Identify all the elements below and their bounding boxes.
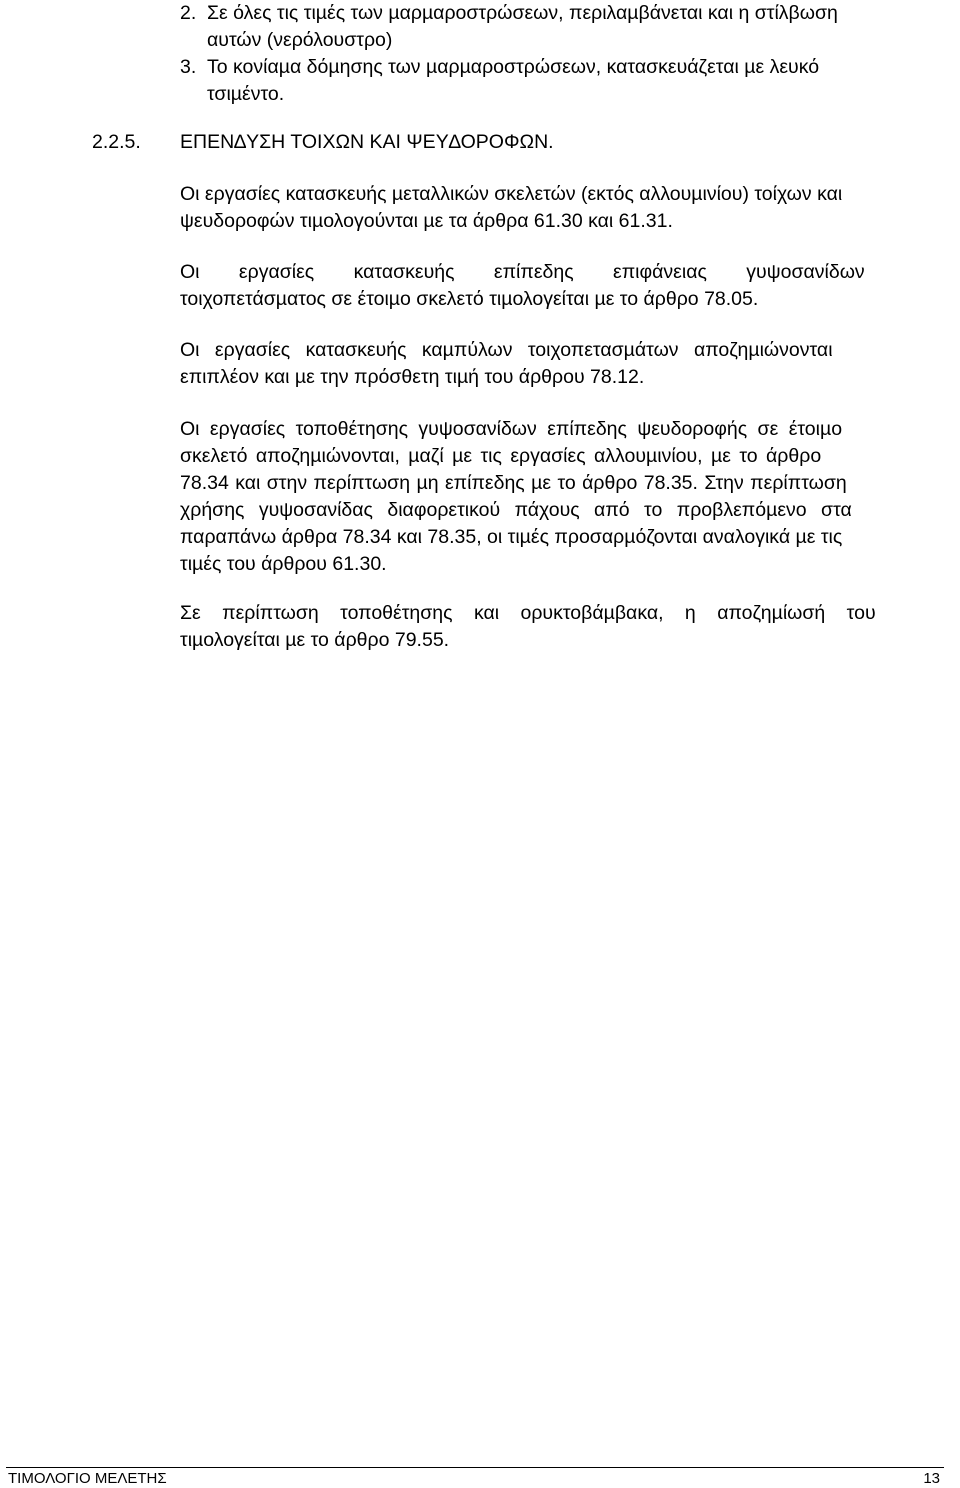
paragraph-line: Σε περίπτωση τοποθέτησης και ορυκτοβάµβακα, η αποζηµίωσή του xyxy=(180,602,876,624)
paragraph-line: Οι εργασίες κατασκευής µεταλλικών σκελετών (εκτός αλλουµινίου) τοίχων και xyxy=(180,183,843,205)
paragraph-line: τοιχοπετάσµατος σε έτοιµο σκελετό τιµολογείται µε το άρθρο 78.05. xyxy=(180,288,759,310)
list-item-text: τσιµέντο. xyxy=(207,83,285,105)
paragraph-line: ψευδοροφών τιµολογούνται µε τα άρθρα 61.30 και 61.31. xyxy=(180,210,673,232)
paragraph xyxy=(180,337,956,391)
numbered-list xyxy=(180,0,940,108)
paragraph xyxy=(180,416,956,578)
page-number: 13 xyxy=(923,1470,940,1487)
paragraph xyxy=(180,181,956,235)
list-item xyxy=(180,54,940,108)
footer-title: ΤΙΜΟΛΟΓΙΟ ΜΕΛΕΤΗΣ xyxy=(8,1470,167,1487)
section-number: 2.2.5. xyxy=(92,131,141,153)
list-item-text: Το κονίαµα δόµησης των µαρµαροστρώσεων, κατασκευάζεται µε λευκό xyxy=(207,56,820,78)
paragraph-line: Οι εργασίες τοποθέτησης γυψοσανίδων επίπεδης ψευδοροφής σε έτοιµο xyxy=(180,418,843,440)
paragraph-line: 78.34 και στην περίπτωση µη επίπεδης µε το άρθρο 78.35. Στην περίπτωση xyxy=(180,472,847,494)
paragraph-line: επιπλέον και µε την πρόσθετη τιµή του άρθρου 78.12. xyxy=(180,366,645,388)
paragraph xyxy=(180,259,956,313)
footer-divider xyxy=(6,1467,944,1468)
paragraph-line: παραπάνω άρθρα 78.34 και 78.35, οι τιµές προσαρµόζονται αναλογικά µε τις xyxy=(180,526,843,548)
list-item-number: 2. xyxy=(180,2,197,24)
paragraph-line: Οι εργασίες κατασκευής επίπεδης επιφάνειας γυψοσανίδων xyxy=(180,261,865,283)
paragraph-line: τιµολογείται µε το άρθρο 79.55. xyxy=(180,629,450,651)
paragraph-line: Οι εργασίες κατασκευής καµπύλων τοιχοπετασµάτων αποζηµιώνονται xyxy=(180,339,833,361)
list-item-text: αυτών (νερόλουστρο) xyxy=(207,29,393,51)
section-heading xyxy=(92,129,554,156)
list-item xyxy=(180,0,940,54)
paragraph xyxy=(180,600,956,654)
paragraph-line: σκελετό αποζηµιώνονται, µαζί µε τις εργασίες αλλουµινίου, µε το άρθρο xyxy=(180,445,822,467)
section-title: ΕΠΕΝ∆ΥΣΗ ΤΟΙΧΩΝ ΚΑΙ ΨΕΥ∆ΟΡΟΦΩΝ. xyxy=(180,131,554,153)
paragraph-line: χρήσης γυψοσανίδας διαφορετικού πάχους από το προβλεπόµενο στα xyxy=(180,499,852,521)
list-item-text: Σε όλες τις τιµές των µαρµαροστρώσεων, περιλαµβάνεται και η στίλβωση xyxy=(207,2,838,24)
list-item-number: 3. xyxy=(180,56,197,78)
paragraph-line: τιµές του άρθρου 61.30. xyxy=(180,553,387,575)
